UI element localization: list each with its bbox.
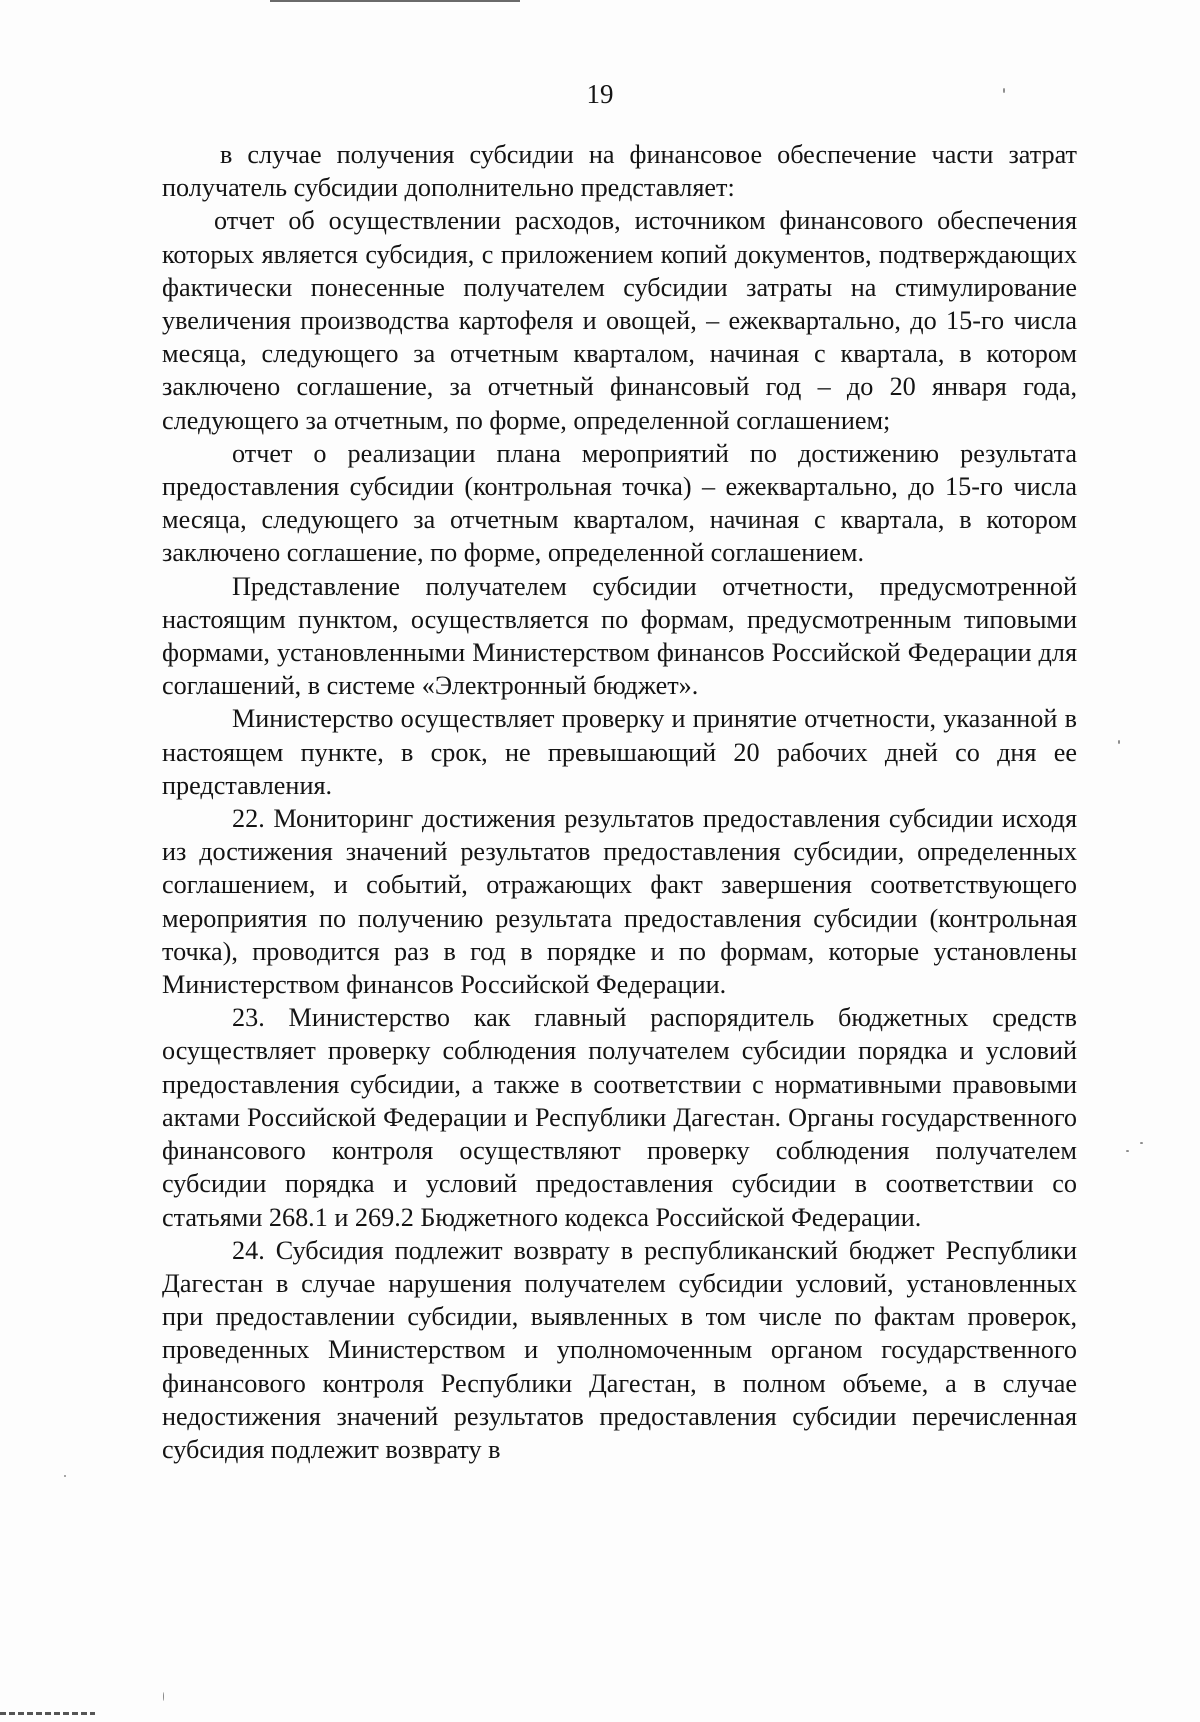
paragraph-reporting-forms: Представление получателем субсидии отчетности, предусмотренной настоящим пунктом, осуществляется по формам, предусмотренным типовыми формами, установленными Министерством финансов Российской Федерации для соглашений, в системе «Электронный бюджет». <box>162 571 1077 701</box>
paragraph-expense-report: отчет об осуществлении расходов, источником финансового обеспечения которых является субсидия, с приложением копий документов, подтверждающих фактически понесенные получателем субсидии затраты на стимулирование увеличения производства картофеля и овощей, – ежеквартально, до 15-го числа месяца, следующего за отчетным кварталом, начиная с квартала, в котором заключено соглашение, за отчетный финансовый год – до 20 января года, следующего за отчетным, по форме, определенной соглашением; <box>162 206 1077 435</box>
document-body <box>162 138 1077 1466</box>
scan-speck <box>1118 740 1120 744</box>
paragraph-ministry-check: Министерство осуществляет проверку и принятие отчетности, указанной в настоящем пункте, в срок, не превышающий 20 рабочих дней со дня ее представления. <box>162 704 1077 800</box>
scan-artifact-top <box>270 0 520 2</box>
scan-speck <box>1003 88 1005 93</box>
scan-speck <box>64 1475 66 1477</box>
scan-speck <box>163 1692 164 1701</box>
scan-speck <box>1126 1150 1129 1152</box>
scan-speck <box>1140 1142 1143 1144</box>
paragraph-24-refund: 24. Субсидия подлежит возврату в республиканский бюджет Республики Дагестан в случае нарушения получателем субсидии условий, установленных при предоставлении субсидии, выявленных в том числе по фактам проверок, проведенных Министерством и уполномоченным органом государственного финансового контроля Республики Дагестан, в полном объеме, а в случае недостижения значений результатов предоставления субсидии перечисленная субсидия подлежит возврату в <box>162 1235 1077 1464</box>
scan-artifact-bottom <box>0 1712 95 1715</box>
page-number: 19 <box>586 79 614 109</box>
paragraph-intro: в случае получения субсидии на финансовое обеспечение части затрат получатель субсидии дополнительно представляет: <box>162 140 1077 203</box>
paragraph-22-monitoring: 22. Мониторинг достижения результатов предоставления субсидии исходя из достижения значений результатов предоставления субсидии, определенных соглашением, и событий, отражающих факт завершения соответствующего мероприятия по получению результата предоставления субсидии (контрольная точка), проводится раз в год в порядке и по формам, которые установлены Министерством финансов Российской Федерации. <box>162 804 1077 1000</box>
paragraph-plan-report: отчет о реализации плана мероприятий по достижению результата предоставления субсидии (контрольная точка) – ежеквартально, до 15-го числа месяца, следующего за отчетным кварталом, начиная с квартала, в котором заключено соглашение, по форме, определенной соглашением. <box>162 438 1077 568</box>
paragraph-23-control: 23. Министерство как главный распорядитель бюджетных средств осуществляет проверку соблюдения получателем субсидии порядка и условий предоставления субсидии, а также в соответствии с нормативными правовыми актами Российской Федерации и Республики Дагестан. Органы государственного финансового контроля осуществляют проверку соблюдения получателем субсидии порядка и условий предоставления субсидии в соответствии со статьями 268.1 и 269.2 Бюджетного кодекса Российской Федерации. <box>162 1003 1077 1232</box>
